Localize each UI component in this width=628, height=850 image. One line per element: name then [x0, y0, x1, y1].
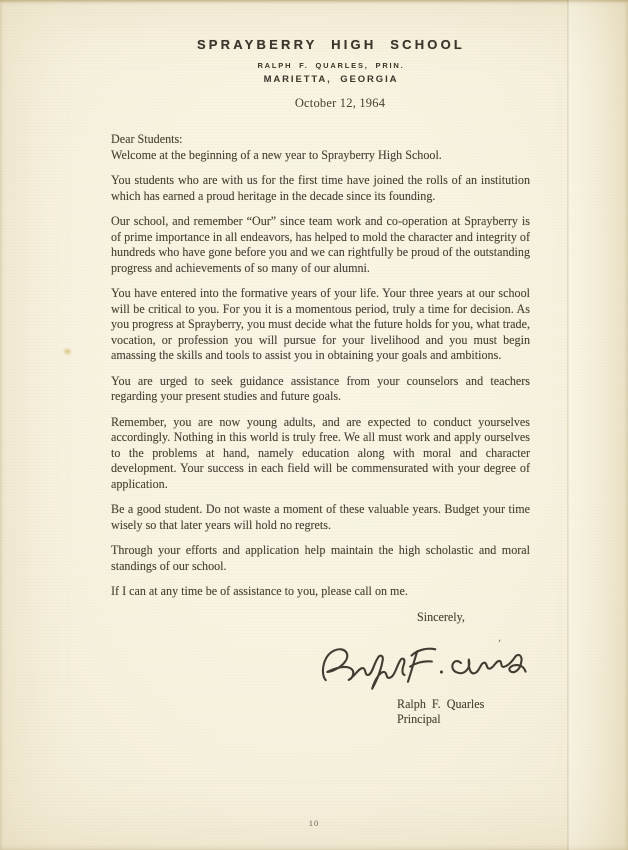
- stray-ink-mark: ’: [495, 637, 502, 651]
- location-line: MARIETTA, GEORGIA: [263, 74, 399, 85]
- paragraph-new-students: You students who are with us for the first time have joined the rolls of an institution which has earned a proud heritage in the decade since its founding.: [111, 173, 530, 203]
- paragraph-formative-years: You have entered into the formative years of your life. Your three years at our school will be critical to you. For you it is a momentous period, truly a time for decision. As you progress at Sprayberry, you must decide what the future holds for you, what trade, vocation, or profession you will pursue for your livelihood and you must begin amassing the skills and tools to assist you in obtaining your goals and ambitions.: [111, 286, 530, 362]
- closing: Sincerely,: [417, 609, 465, 624]
- signer-name: Ralph F. Quarles: [397, 697, 485, 711]
- paragraph-good-student: Be a good student. Do not waste a moment of these valuable years. Budget your time wisely so that later years will hold no regrets.: [111, 502, 530, 532]
- date-line: October 12, 1964: [294, 96, 386, 110]
- principal-line: RALPH F. QUARLES, PRIN.: [257, 61, 405, 70]
- signature-block: [397, 697, 530, 727]
- paragraph-guidance: You are urged to seek guidance assistance from your counselors and teachers regarding your present studies and future goals.: [111, 373, 530, 403]
- paper-speck: [64, 349, 71, 354]
- letter-body: [111, 132, 530, 727]
- page-edge-highlight: [569, 0, 628, 850]
- school-name: SPRAYBERRY HIGH SCHOOL: [196, 37, 466, 52]
- salutation: Dear Students:: [111, 132, 183, 146]
- page-number: 10: [308, 818, 320, 828]
- paragraph-welcome: Welcome at the beginning of a new year to Sprayberry High School.: [111, 147, 442, 162]
- signature-script: [314, 627, 532, 700]
- signer-title: Principal: [397, 712, 441, 726]
- paragraph-young-adults: Remember, you are now young adults, and are expected to conduct yourselves accordingly. Nothing in this world is truly free. We all must work and apply ourselves to the problems at hand, namely education along with moral and character development. Your success in each field will be commensurated with your degree of application.: [111, 414, 530, 491]
- scan-edge-shadow: [0, 0, 628, 3]
- paragraph-efforts: Through your efforts and application help maintain the high scholastic and moral standings of our school.: [111, 543, 530, 573]
- paragraph-our-school: Our school, and remember “Our” since team work and co-operation at Sprayberry is of prime importance in all endeavors, has helped to mold the character and integrity of hundreds who have gone before you and we can rightfully be proud of the outstanding progress and achievements of so many of our alumni.: [111, 214, 530, 275]
- paragraph-assistance: If I can at any time be of assistance to you, please call on me.: [111, 584, 408, 598]
- letterhead: [111, 37, 551, 111]
